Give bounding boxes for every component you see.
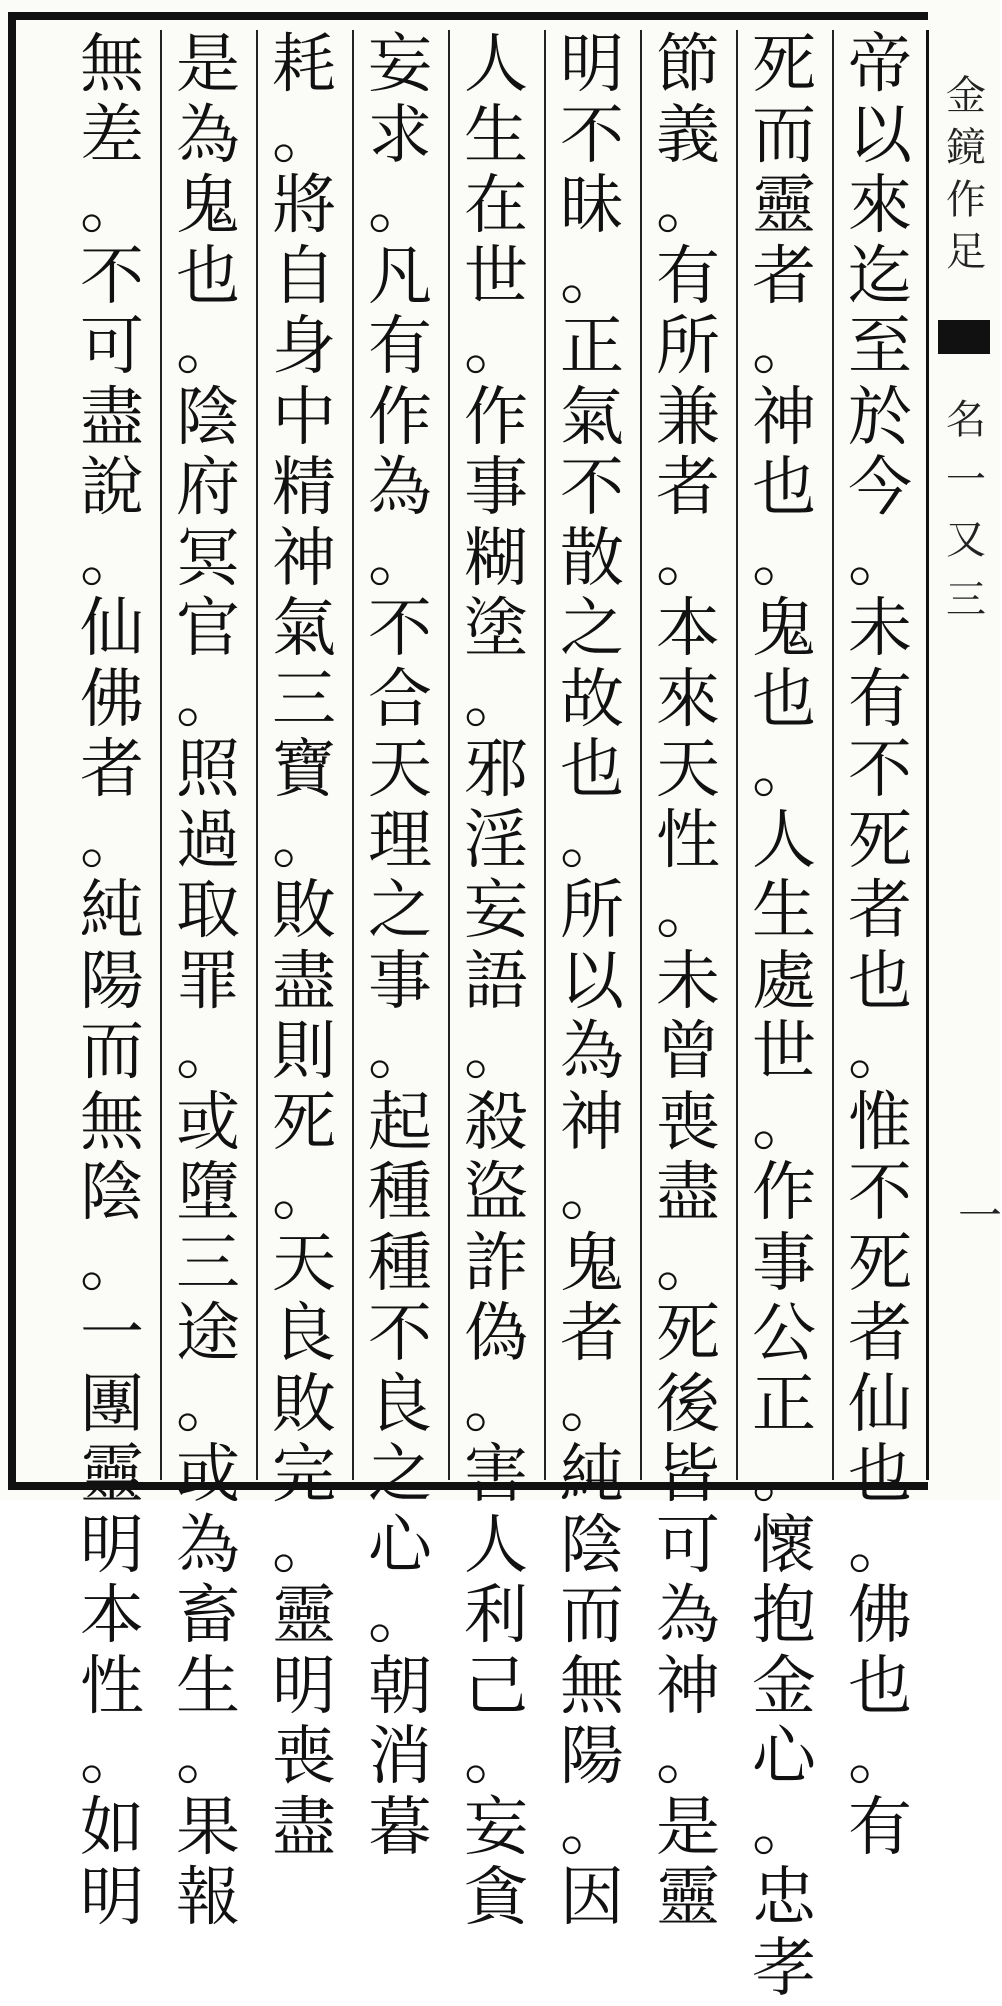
glyph: 。 bbox=[752, 733, 816, 807]
column-rule bbox=[736, 30, 738, 1480]
glyph: 不 bbox=[560, 451, 624, 525]
glyph: 身 bbox=[272, 310, 336, 384]
glyph: 為 bbox=[656, 1579, 720, 1653]
column-rule bbox=[832, 30, 834, 1480]
page-margin-strip bbox=[930, 30, 1002, 1480]
glyph: 無 bbox=[80, 1085, 144, 1160]
glyph: 忠 bbox=[752, 1861, 816, 1935]
glyph: 寶 bbox=[272, 733, 336, 807]
glyph: 過 bbox=[176, 803, 240, 878]
glyph: 為 bbox=[176, 1508, 240, 1583]
glyph: 皆 bbox=[656, 1438, 720, 1512]
glyph: 仙 bbox=[80, 592, 144, 666]
glyph: 。 bbox=[464, 1367, 528, 1442]
glyph: 處 bbox=[752, 944, 816, 1019]
column-rule bbox=[352, 30, 354, 1480]
text-column-1 bbox=[838, 28, 922, 1865]
column-rule bbox=[544, 30, 546, 1480]
glyph: 罪 bbox=[176, 944, 240, 1019]
glyph: 未 bbox=[848, 592, 912, 666]
margin-book-title bbox=[944, 70, 988, 278]
glyph: 盡 bbox=[272, 1790, 336, 1865]
glyph: 神 bbox=[560, 1085, 624, 1160]
glyph: 有 bbox=[656, 239, 720, 314]
glyph: 三 bbox=[272, 662, 336, 737]
glyph: 。 bbox=[560, 1790, 624, 1865]
glyph: 以 bbox=[560, 944, 624, 1019]
glyph: 純 bbox=[560, 1438, 624, 1512]
glyph: 有 bbox=[368, 310, 432, 384]
glyph: 者 bbox=[560, 1297, 624, 1371]
glyph: 也 bbox=[560, 733, 624, 807]
glyph: 。 bbox=[752, 1790, 816, 1865]
glyph: 害 bbox=[464, 1438, 528, 1512]
glyph: 不 bbox=[80, 239, 144, 314]
glyph: 也 bbox=[752, 451, 816, 525]
glyph: 是 bbox=[176, 28, 240, 102]
glyph: 未 bbox=[656, 944, 720, 1019]
glyph: 。 bbox=[656, 874, 720, 948]
glyph: 陽 bbox=[80, 944, 144, 1019]
glyph: 。 bbox=[272, 803, 336, 878]
glyph: 妄 bbox=[368, 28, 432, 102]
text-column-8 bbox=[166, 28, 250, 1935]
text-column-3 bbox=[646, 28, 730, 1935]
glyph: 求 bbox=[368, 98, 432, 173]
column-rule bbox=[640, 30, 642, 1480]
glyph: 。 bbox=[464, 662, 528, 737]
glyph: 盡 bbox=[656, 1156, 720, 1230]
glyph: 。 bbox=[368, 521, 432, 596]
glyph: 盡 bbox=[80, 380, 144, 455]
glyph: 墮 bbox=[176, 1156, 240, 1230]
glyph: 照 bbox=[176, 733, 240, 807]
page-border-right-rule bbox=[926, 30, 929, 1480]
glyph: 消 bbox=[368, 1720, 432, 1794]
glyph: 種 bbox=[368, 1226, 432, 1301]
glyph: 鬼 bbox=[560, 1226, 624, 1301]
glyph: 明 bbox=[272, 1649, 336, 1724]
glyph: 朝 bbox=[368, 1649, 432, 1724]
glyph: 。 bbox=[368, 169, 432, 243]
glyph: 所 bbox=[560, 874, 624, 948]
glyph: 將 bbox=[272, 169, 336, 243]
glyph: 。 bbox=[752, 1438, 816, 1512]
glyph: 事 bbox=[368, 944, 432, 1019]
glyph: 之 bbox=[368, 1438, 432, 1512]
glyph: 邪 bbox=[464, 733, 528, 807]
glyph: 天 bbox=[656, 733, 720, 807]
glyph: 。 bbox=[752, 1085, 816, 1160]
glyph: 良 bbox=[368, 1367, 432, 1442]
column-rule bbox=[256, 30, 258, 1480]
glyph: 神 bbox=[752, 380, 816, 455]
glyph: 無 bbox=[560, 1649, 624, 1724]
glyph: 作 bbox=[464, 380, 528, 455]
glyph: 正 bbox=[752, 1367, 816, 1442]
glyph: 氣 bbox=[560, 380, 624, 455]
glyph: 合 bbox=[368, 662, 432, 737]
column-rule bbox=[448, 30, 450, 1480]
glyph: 也 bbox=[848, 1438, 912, 1512]
glyph: 良 bbox=[272, 1297, 336, 1371]
glyph: 。 bbox=[80, 1226, 144, 1301]
glyph: 故 bbox=[560, 662, 624, 737]
glyph: 冥 bbox=[176, 521, 240, 596]
glyph: 利 bbox=[464, 1579, 528, 1653]
glyph: 死 bbox=[848, 1226, 912, 1301]
glyph: 明 bbox=[80, 1861, 144, 1935]
glyph: 金 bbox=[752, 1649, 816, 1724]
glyph: 。 bbox=[464, 310, 528, 384]
margin-page-number: 一 bbox=[958, 1191, 1002, 1242]
glyph: 。 bbox=[272, 1508, 336, 1583]
glyph: 性 bbox=[656, 803, 720, 878]
glyph: 。 bbox=[656, 1226, 720, 1301]
glyph: 中 bbox=[272, 380, 336, 455]
glyph: 糊 bbox=[464, 521, 528, 596]
glyph: 不 bbox=[848, 733, 912, 807]
glyph: 心 bbox=[752, 1720, 816, 1794]
glyph: 心 bbox=[368, 1508, 432, 1583]
text-column-7 bbox=[262, 28, 346, 1865]
glyph: 。 bbox=[656, 521, 720, 596]
glyph: 。 bbox=[848, 1508, 912, 1583]
glyph: 散 bbox=[560, 521, 624, 596]
text-column-5 bbox=[454, 28, 538, 1935]
glyph: 。 bbox=[560, 1156, 624, 1230]
glyph: 己 bbox=[464, 1649, 528, 1724]
glyph: 佛 bbox=[80, 662, 144, 737]
column-rule bbox=[160, 30, 162, 1480]
glyph: 性 bbox=[80, 1649, 144, 1724]
glyph: 陰 bbox=[560, 1508, 624, 1583]
glyph: 靈 bbox=[80, 1438, 144, 1512]
glyph: 。 bbox=[80, 803, 144, 878]
glyph: 而 bbox=[752, 98, 816, 173]
glyph: 團 bbox=[80, 1367, 144, 1442]
glyph: 。 bbox=[848, 521, 912, 596]
glyph: 本 bbox=[80, 1579, 144, 1653]
glyph: 鬼 bbox=[752, 592, 816, 666]
glyph: 報 bbox=[176, 1861, 240, 1935]
glyph: 者 bbox=[848, 874, 912, 948]
glyph: 。 bbox=[464, 1720, 528, 1794]
glyph: 為 bbox=[368, 451, 432, 525]
glyph: 而 bbox=[560, 1579, 624, 1653]
glyph: 神 bbox=[272, 521, 336, 596]
glyph: 事 bbox=[464, 451, 528, 525]
glyph: 靈 bbox=[752, 169, 816, 243]
glyph: 者 bbox=[752, 239, 816, 314]
glyph: 。 bbox=[560, 239, 624, 314]
glyph: 不 bbox=[560, 98, 624, 173]
glyph: 。 bbox=[560, 1367, 624, 1442]
glyph: 為 bbox=[560, 1015, 624, 1089]
glyph: 起 bbox=[368, 1085, 432, 1160]
glyph: 完 bbox=[272, 1438, 336, 1512]
glyph: 金 bbox=[946, 73, 986, 119]
glyph: 。 bbox=[848, 1720, 912, 1794]
glyph: 惟 bbox=[848, 1085, 912, 1160]
glyph: 取 bbox=[176, 874, 240, 948]
margin-fishtail-mark bbox=[938, 320, 990, 354]
glyph: 可 bbox=[80, 310, 144, 384]
glyph: 昧 bbox=[560, 169, 624, 243]
glyph: 本 bbox=[656, 592, 720, 666]
glyph: 後 bbox=[656, 1367, 720, 1442]
glyph: 精 bbox=[272, 451, 336, 525]
glyph: 理 bbox=[368, 803, 432, 878]
glyph: 可 bbox=[656, 1508, 720, 1583]
glyph: 氣 bbox=[272, 592, 336, 666]
glyph: 。 bbox=[176, 662, 240, 737]
glyph: 者 bbox=[80, 733, 144, 807]
glyph: 或 bbox=[176, 1438, 240, 1512]
glyph: 。 bbox=[464, 1015, 528, 1089]
glyph: 。 bbox=[752, 310, 816, 384]
glyph: 作 bbox=[752, 1156, 816, 1230]
glyph: 陰 bbox=[80, 1156, 144, 1230]
glyph: 凡 bbox=[368, 239, 432, 314]
glyph: 盜 bbox=[464, 1156, 528, 1230]
glyph: 死 bbox=[848, 803, 912, 878]
glyph: 孝 bbox=[752, 1931, 816, 2006]
glyph: 。 bbox=[80, 521, 144, 596]
glyph: 義 bbox=[656, 98, 720, 173]
glyph: 人 bbox=[464, 28, 528, 102]
glyph: 也 bbox=[848, 1649, 912, 1724]
glyph: 耗 bbox=[272, 28, 336, 102]
glyph: 三 bbox=[176, 1226, 240, 1301]
glyph: 不 bbox=[848, 1156, 912, 1230]
glyph: 。 bbox=[656, 169, 720, 243]
glyph: 生 bbox=[464, 98, 528, 173]
glyph: 名 bbox=[946, 397, 986, 443]
glyph: 死 bbox=[656, 1297, 720, 1371]
glyph: 三 bbox=[946, 577, 986, 623]
text-column-9 bbox=[70, 28, 154, 1935]
glyph: 足 bbox=[946, 229, 986, 275]
glyph: 語 bbox=[464, 944, 528, 1019]
glyph: 詐 bbox=[464, 1226, 528, 1301]
glyph: 是 bbox=[656, 1790, 720, 1865]
glyph: 事 bbox=[752, 1226, 816, 1301]
glyph: 為 bbox=[176, 98, 240, 173]
glyph: 種 bbox=[368, 1156, 432, 1230]
glyph: 畜 bbox=[176, 1579, 240, 1653]
glyph: 暮 bbox=[368, 1790, 432, 1865]
glyph: 。 bbox=[176, 1720, 240, 1794]
glyph: 官 bbox=[176, 592, 240, 666]
glyph: 不 bbox=[368, 592, 432, 666]
glyph: 之 bbox=[560, 592, 624, 666]
glyph: 途 bbox=[176, 1297, 240, 1371]
glyph: 而 bbox=[80, 1015, 144, 1089]
glyph: 。 bbox=[272, 98, 336, 173]
glyph: 說 bbox=[80, 451, 144, 525]
glyph: 。 bbox=[848, 1015, 912, 1089]
glyph: 來 bbox=[656, 662, 720, 737]
glyph: 人 bbox=[464, 1508, 528, 1583]
glyph: 。 bbox=[80, 169, 144, 243]
glyph: 。 bbox=[656, 1720, 720, 1794]
text-column-4 bbox=[550, 28, 634, 1935]
glyph: 來 bbox=[848, 169, 912, 243]
glyph: 靈 bbox=[272, 1579, 336, 1653]
glyph: 所 bbox=[656, 310, 720, 384]
glyph: 不 bbox=[368, 1297, 432, 1371]
glyph: 有 bbox=[848, 1790, 912, 1865]
glyph: 自 bbox=[272, 239, 336, 314]
glyph: 明 bbox=[560, 28, 624, 102]
glyph: 人 bbox=[752, 803, 816, 878]
glyph: 如 bbox=[80, 1790, 144, 1865]
text-column-2 bbox=[742, 28, 826, 2006]
glyph: 作 bbox=[368, 380, 432, 455]
glyph: 神 bbox=[656, 1649, 720, 1724]
glyph: 果 bbox=[176, 1790, 240, 1865]
glyph: 天 bbox=[272, 1226, 336, 1301]
glyph: 有 bbox=[848, 662, 912, 737]
glyph: 差 bbox=[80, 98, 144, 173]
glyph: 。 bbox=[752, 521, 816, 596]
glyph: 天 bbox=[368, 733, 432, 807]
glyph: 也 bbox=[848, 944, 912, 1019]
text-column-6 bbox=[358, 28, 442, 1865]
glyph: 世 bbox=[464, 239, 528, 314]
glyph: 貪 bbox=[464, 1861, 528, 1935]
glyph: 府 bbox=[176, 451, 240, 525]
glyph: 死 bbox=[752, 28, 816, 102]
glyph: 於 bbox=[848, 380, 912, 455]
glyph: 喪 bbox=[656, 1085, 720, 1160]
glyph: 無 bbox=[80, 28, 144, 102]
glyph: 則 bbox=[272, 1015, 336, 1089]
glyph: 抱 bbox=[752, 1579, 816, 1653]
glyph: 今 bbox=[848, 451, 912, 525]
glyph: 。 bbox=[176, 1015, 240, 1089]
glyph: 。 bbox=[368, 1015, 432, 1089]
glyph: 。 bbox=[368, 1579, 432, 1653]
glyph: 妄 bbox=[464, 1790, 528, 1865]
glyph: 陰 bbox=[176, 380, 240, 455]
glyph: 。 bbox=[176, 1367, 240, 1442]
glyph: 盡 bbox=[272, 944, 336, 1019]
glyph: 世 bbox=[752, 1015, 816, 1089]
glyph: 死 bbox=[272, 1085, 336, 1160]
glyph: 明 bbox=[80, 1508, 144, 1583]
glyph: 敗 bbox=[272, 1367, 336, 1442]
glyph: 生 bbox=[176, 1649, 240, 1724]
glyph: 者 bbox=[656, 451, 720, 525]
glyph: 或 bbox=[176, 1085, 240, 1160]
glyph: 。 bbox=[176, 310, 240, 384]
glyph: 鏡 bbox=[946, 125, 986, 171]
glyph: 兼 bbox=[656, 380, 720, 455]
glyph: 佛 bbox=[848, 1579, 912, 1653]
glyph: 之 bbox=[368, 874, 432, 948]
glyph: 又 bbox=[946, 517, 986, 563]
glyph: 一 bbox=[80, 1297, 144, 1371]
glyph: 曾 bbox=[656, 1015, 720, 1089]
glyph: 仙 bbox=[848, 1367, 912, 1442]
glyph: 殺 bbox=[464, 1085, 528, 1160]
glyph: 也 bbox=[752, 662, 816, 737]
glyph: 者 bbox=[848, 1297, 912, 1371]
glyph: 。 bbox=[560, 803, 624, 878]
glyph: 公 bbox=[752, 1297, 816, 1371]
glyph: 靈 bbox=[656, 1861, 720, 1935]
glyph: 以 bbox=[848, 98, 912, 173]
glyph: 正 bbox=[560, 310, 624, 384]
glyph: 生 bbox=[752, 874, 816, 948]
glyph: 陽 bbox=[560, 1720, 624, 1794]
glyph: 也 bbox=[176, 239, 240, 314]
glyph: 鬼 bbox=[176, 169, 240, 243]
glyph: 懷 bbox=[752, 1508, 816, 1583]
glyph: 敗 bbox=[272, 874, 336, 948]
glyph: 在 bbox=[464, 169, 528, 243]
glyph: 妄 bbox=[464, 874, 528, 948]
glyph: 作 bbox=[946, 177, 986, 223]
glyph: 至 bbox=[848, 310, 912, 384]
glyph: 迄 bbox=[848, 239, 912, 314]
glyph: 喪 bbox=[272, 1720, 336, 1794]
glyph: 一 bbox=[946, 457, 986, 503]
glyph: 偽 bbox=[464, 1297, 528, 1371]
glyph: 節 bbox=[656, 28, 720, 102]
glyph: 純 bbox=[80, 874, 144, 948]
glyph: 塗 bbox=[464, 592, 528, 666]
glyph: 淫 bbox=[464, 803, 528, 878]
glyph: 。 bbox=[80, 1720, 144, 1794]
margin-section-label bbox=[944, 390, 988, 630]
glyph: 。 bbox=[272, 1156, 336, 1230]
glyph: 因 bbox=[560, 1861, 624, 1935]
glyph: 帝 bbox=[848, 28, 912, 102]
